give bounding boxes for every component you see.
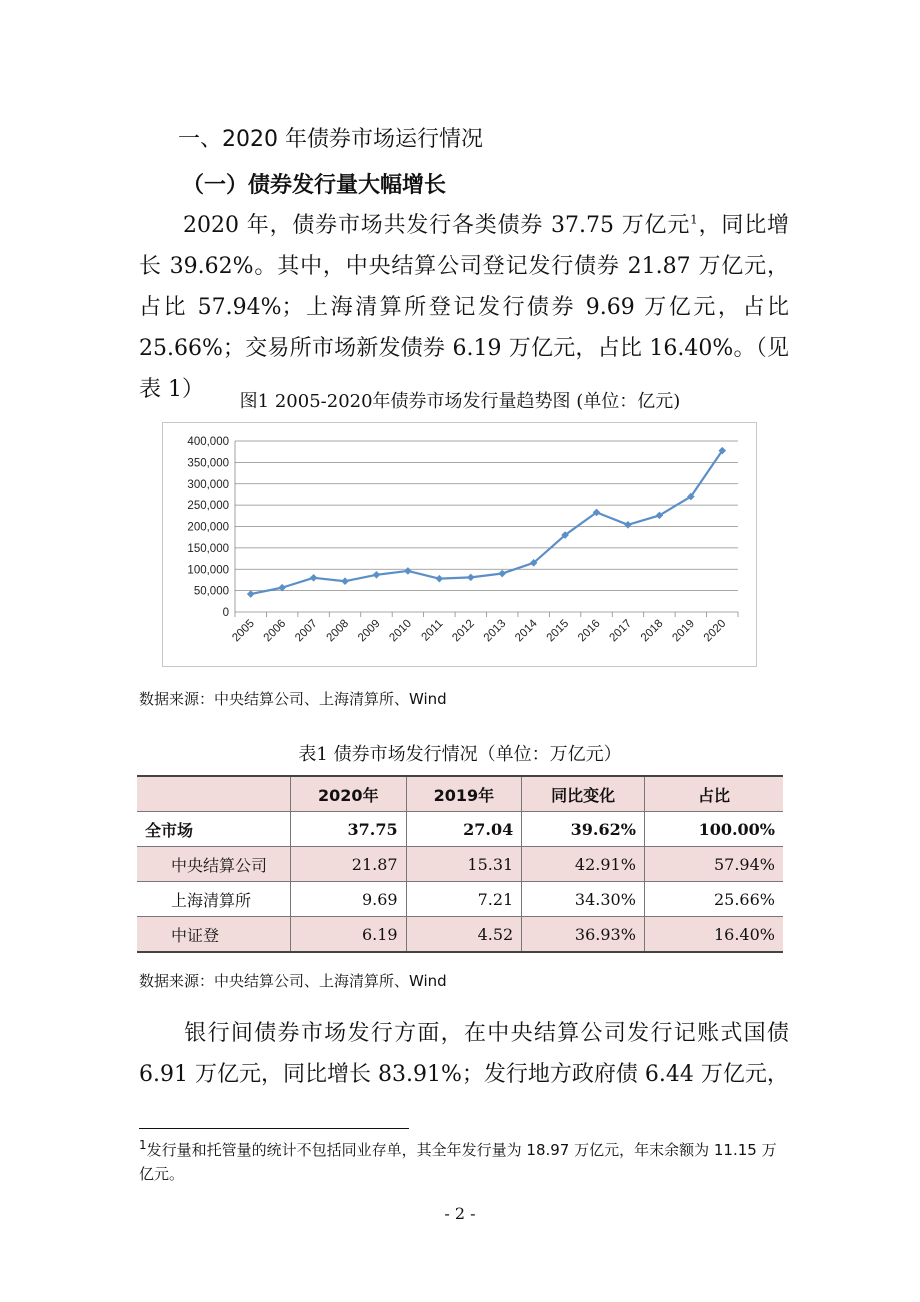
paragraph-1	[139, 205, 789, 410]
data-point	[436, 575, 444, 583]
y-tick-label: 150,000	[187, 542, 229, 555]
x-tick-label: 2005	[230, 617, 257, 645]
subsection-title: （一）债券发行量大幅增长	[182, 173, 447, 198]
data-point	[467, 574, 475, 582]
section-title: 一、2020 年债券市场运行情况	[178, 127, 483, 152]
row-label: 中央结算公司	[137, 847, 291, 882]
table-row	[137, 882, 783, 917]
x-tick-label: 2019	[670, 617, 697, 645]
paragraph-2-text: 银行间债券市场发行方面，在中央结算公司发行记账式国债 6.91 万亿元，同比增长 83.91%；发行地方政府债 6.44 万亿元，	[139, 1021, 789, 1087]
header-share: 占比	[644, 776, 783, 812]
table-row	[137, 917, 783, 953]
x-tick-label: 2006	[261, 617, 289, 645]
x-tick-label: 2017	[607, 617, 635, 645]
footnote-ref[interactable]: 1	[690, 212, 698, 227]
data-point	[373, 571, 381, 579]
x-tick-label: 2008	[324, 617, 352, 645]
cell: 25.66%	[644, 882, 783, 917]
data-point	[341, 577, 349, 585]
cell: 39.62%	[522, 812, 645, 847]
figure-caption: 图1 2005-2020年债券市场发行量趋势图 (单位：亿元)	[239, 391, 681, 412]
x-tick-label: 2013	[481, 617, 509, 645]
paragraph-1-text-cont: ，同比增长 39.62%。其中，中央结算公司登记发行债券 21.87 万亿元，占比 57.94%；上海清算所登记发行债券 9.69 万亿元，占比 25.66%；交易所市场新发债券 6.19 万亿元，占比 16.40%。（见表 1）	[139, 213, 789, 402]
cell: 9.69	[291, 882, 407, 917]
table-row	[137, 847, 783, 882]
x-tick-label: 2007	[293, 617, 320, 645]
cell: 21.87	[291, 847, 407, 882]
x-tick-label: 2010	[387, 617, 415, 645]
header-2019: 2019年	[406, 776, 522, 812]
data-point	[624, 521, 632, 529]
cell: 7.21	[406, 882, 522, 917]
x-tick-label: 2020	[701, 617, 729, 645]
source-note-1: 数据来源：中央结算公司、上海清算所、Wind	[139, 690, 447, 708]
header-blank	[137, 776, 291, 812]
line-chart	[162, 422, 757, 667]
cell: 36.93%	[522, 917, 645, 953]
series-line	[251, 451, 723, 594]
footnote-mark: 1	[139, 1138, 147, 1152]
paragraph-2	[139, 1013, 789, 1095]
footnote-text: 发行量和托管量的统计不包括同业存单，其全年发行量为 18.97 万亿元，年末余额为 11.15 万亿元。	[139, 1141, 777, 1183]
x-tick-label: 2009	[356, 617, 383, 645]
table-header-row	[137, 776, 783, 812]
cell: 37.75	[291, 812, 407, 847]
data-point	[310, 574, 318, 582]
x-tick-label: 2015	[544, 617, 572, 645]
header-2020: 2020年	[291, 776, 407, 812]
row-label: 全市场	[137, 812, 291, 847]
x-tick-label: 2016	[576, 617, 603, 645]
cell: 42.91%	[522, 847, 645, 882]
y-tick-label: 350,000	[187, 457, 229, 470]
data-point	[247, 590, 255, 598]
x-tick-label: 2012	[450, 617, 477, 645]
row-label: 上海清算所	[137, 882, 291, 917]
data-point	[498, 570, 506, 578]
y-tick-label: 300,000	[187, 478, 229, 491]
x-tick-label: 2014	[513, 617, 540, 645]
footnote	[139, 1138, 789, 1186]
table-row	[137, 812, 783, 847]
y-tick-label: 0	[222, 607, 229, 619]
y-tick-label: 400,000	[187, 436, 229, 448]
table-caption: 表1 债券市场发行情况（单位：万亿元）	[298, 744, 622, 765]
x-tick-label: 2011	[419, 617, 446, 644]
x-tick-label: 2018	[638, 617, 666, 645]
row-label: 中证登	[137, 917, 291, 953]
cell: 15.31	[406, 847, 522, 882]
cell: 27.04	[406, 812, 522, 847]
header-yoy: 同比变化	[522, 776, 645, 812]
source-note-2: 数据来源：中央结算公司、上海清算所、Wind	[139, 972, 447, 990]
cell: 34.30%	[522, 882, 645, 917]
cell: 16.40%	[644, 917, 783, 953]
cell: 57.94%	[644, 847, 783, 882]
footnote-divider	[139, 1128, 409, 1129]
y-tick-label: 100,000	[187, 564, 229, 577]
y-tick-label: 50,000	[193, 585, 229, 598]
cell: 6.19	[291, 917, 407, 953]
paragraph-1-text: 2020 年，债券市场共发行各类债券 37.75 万亿元	[183, 213, 691, 238]
cell: 100.00%	[644, 812, 783, 847]
y-tick-label: 200,000	[187, 521, 229, 534]
issuance-table	[137, 775, 783, 953]
y-tick-label: 250,000	[187, 500, 229, 513]
page-number: - 2 -	[444, 1204, 476, 1223]
data-point	[404, 567, 412, 575]
chart-svg	[163, 423, 756, 666]
cell: 4.52	[406, 917, 522, 953]
